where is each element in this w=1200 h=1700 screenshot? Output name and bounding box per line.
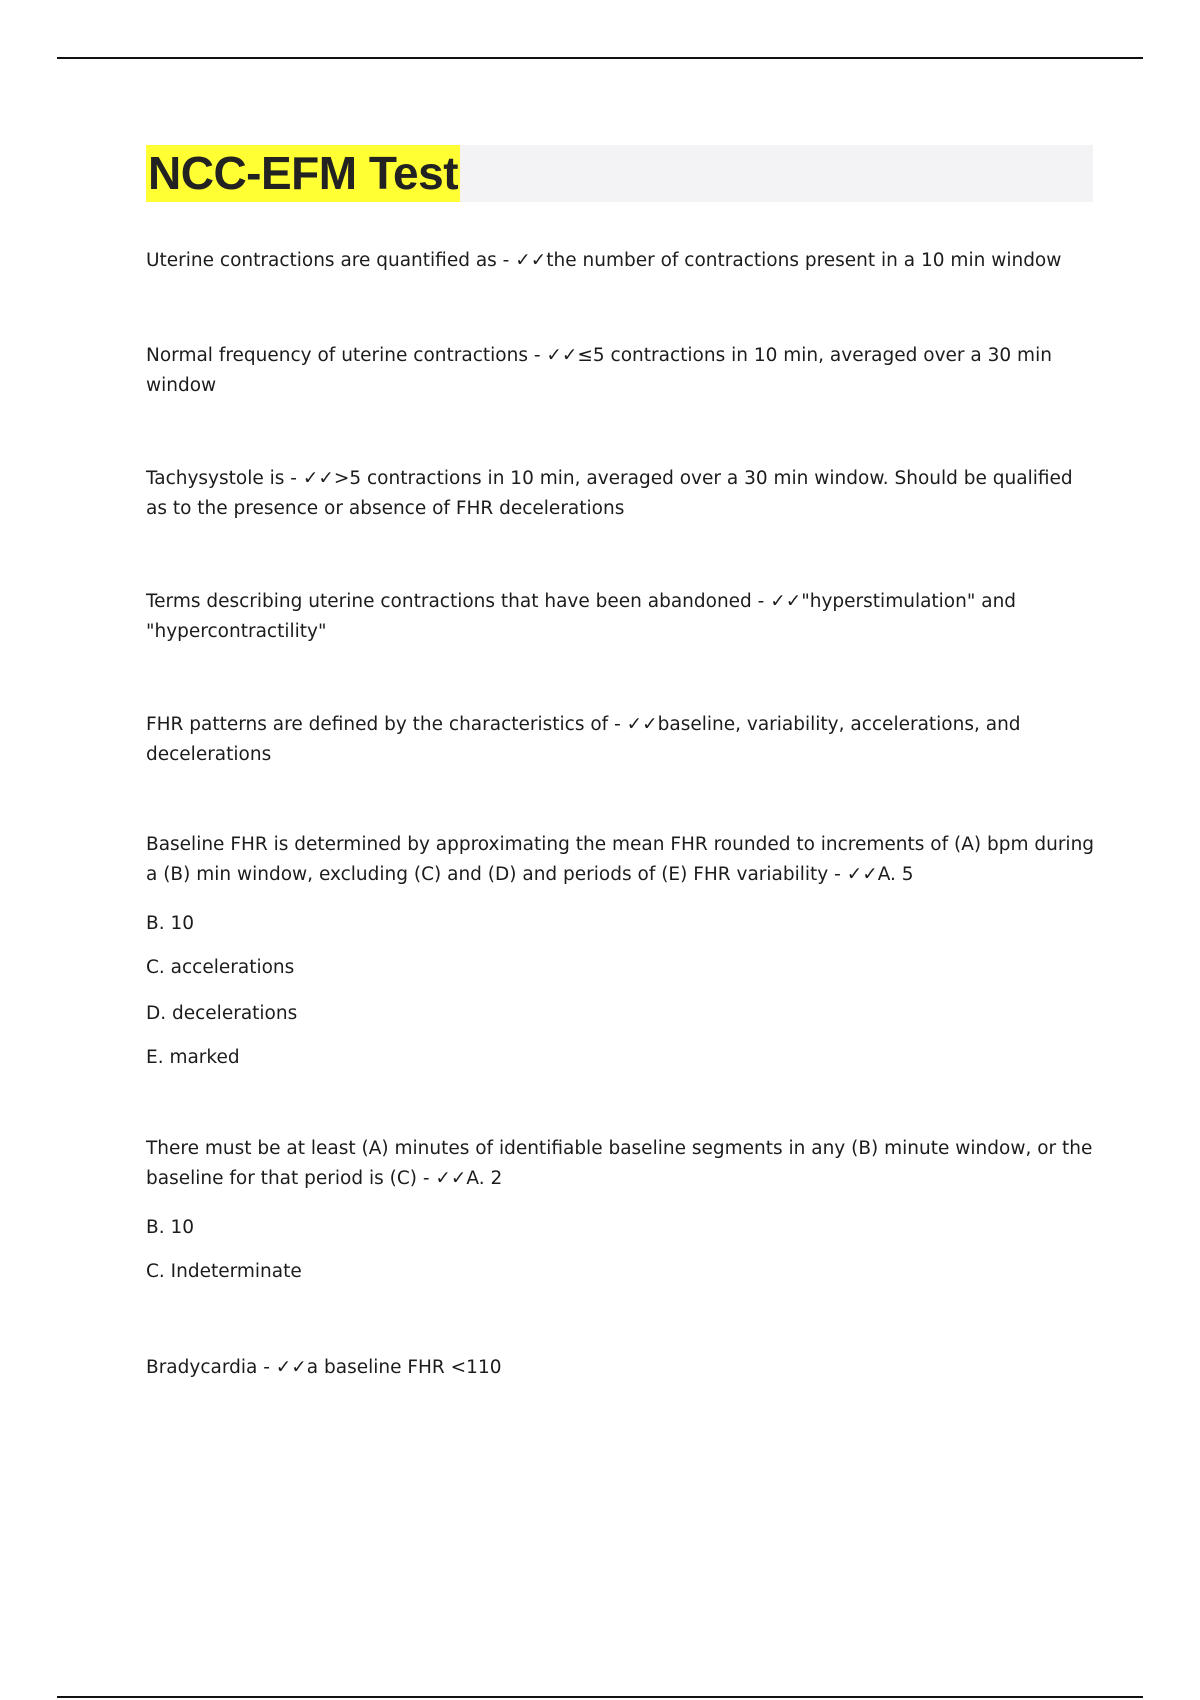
answer-option: D. decelerations <box>146 1003 298 1024</box>
document-title: NCC-EFM Test <box>146 145 460 202</box>
checkmark-icon: ✓✓ <box>770 591 802 612</box>
answer-text: A. 2 <box>466 1168 503 1189</box>
question-text: Uterine contractions are quantified as - <box>146 250 516 271</box>
answer-text: baseline, variability, accelerations, and decelerations <box>146 714 1021 765</box>
question-text: There must be at least (A) minutes of identifiable baseline segments in any (B) minute window, or the baseline for that period is (C) - <box>146 1138 1093 1189</box>
question-text: Baseline FHR is determined by approximating the mean FHR rounded to increments of (A) bpm during a (B) min window, excluding (C) and (D) and periods of (E) FHR variability - <box>146 834 1095 885</box>
qa-item-3 <box>146 464 1096 524</box>
answer-text: >5 contractions in 10 min, averaged over a 30 min window. Should be qualified as to the presence or absence of FHR decelerations <box>146 468 1073 519</box>
answer-text: ≤5 contractions in 10 min, averaged over a 30 min window <box>146 345 1052 396</box>
checkmark-icon: ✓✓ <box>626 714 658 735</box>
qa-item-1 <box>146 246 1096 276</box>
answer-option: C. Indeterminate <box>146 1261 302 1282</box>
answer-option: C. accelerations <box>146 957 295 978</box>
answer-text: a baseline FHR <110 <box>306 1357 502 1378</box>
question-text: Bradycardia - <box>146 1357 276 1378</box>
checkmark-icon: ✓✓ <box>515 250 547 271</box>
checkmark-icon: ✓✓ <box>846 864 878 885</box>
question-text: FHR patterns are defined by the characteristics of - <box>146 714 627 735</box>
qa-item-4 <box>146 587 1096 647</box>
qa-item-6 <box>146 830 1096 890</box>
answer-option: B. 10 <box>146 1217 194 1238</box>
qa-item-2 <box>146 341 1096 401</box>
answer-text: "hyperstimulation" and "hypercontractility" <box>146 591 1017 642</box>
question-text: Normal frequency of uterine contractions - <box>146 345 547 366</box>
checkmark-icon: ✓✓ <box>435 1168 467 1189</box>
bottom-rule <box>57 1696 1143 1698</box>
answer-text: the number of contractions present in a 10 min window <box>546 250 1062 271</box>
answer-text: A. 5 <box>877 864 914 885</box>
checkmark-icon: ✓✓ <box>546 345 578 366</box>
checkmark-icon: ✓✓ <box>302 468 334 489</box>
question-text: Tachysystole is - <box>146 468 303 489</box>
question-text: Terms describing uterine contractions that have been abandoned - <box>146 591 771 612</box>
qa-item-7 <box>146 1134 1096 1194</box>
answer-option: E. marked <box>146 1047 240 1068</box>
answer-option: B. 10 <box>146 913 194 934</box>
qa-item-5 <box>146 710 1096 770</box>
top-rule <box>57 57 1143 59</box>
qa-item-8 <box>146 1353 1096 1383</box>
checkmark-icon: ✓✓ <box>275 1357 307 1378</box>
